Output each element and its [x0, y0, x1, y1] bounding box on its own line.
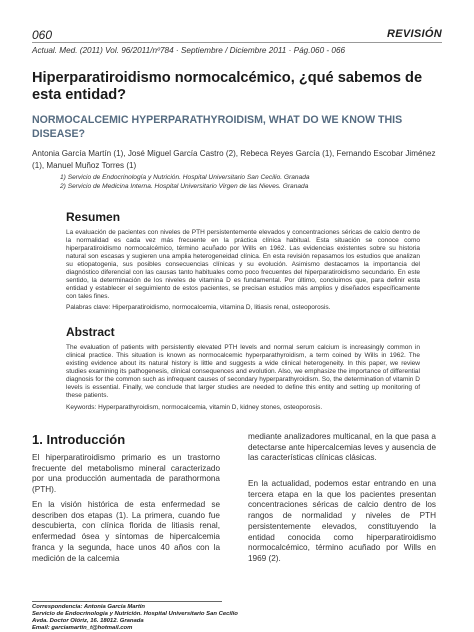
author-list: Antonia García Martín (1), José Miguel García Castro (2), Rebeca Reyes García (1), Fernando Escobar Jiménez (1), Manuel Muñoz Torres (1)	[32, 149, 436, 170]
intro-paragraph-2: En la visión histórica de esta enfermedad se describen dos etapas (1). La primera, cuando fue descubierta, con clínica florida de litiasis renal, enfermedad ósea y síntomas de hipercalcemia franca y la segunda, hace unos 40 años con la medición de la calcemia	[32, 500, 220, 563]
correspondence-address: Avda. Doctor Olóriz, 16. 18012. Granada	[32, 618, 144, 624]
intro-paragraph-4: En la actualidad, podemos estar entrando en una tercera etapa en la que los pacientes presentan concentraciones séricas de calcio dentro de los rangos de normalidad y niveles de PTH persistentemente elevados, constituyendo la entidad conocida como hiperparatiroidismo normocalcémico, término acuñado por Wills en 1969 (2).	[248, 479, 436, 563]
resumen-text: La evaluación de pacientes con niveles de PTH persistentemente elevados y concentraciones séricas de calcio dentro de la normalidad es cada vez más frecuente en la práctica clínica habitual. Esta situación se conoce como hiperparatiroidismo normocalcémico, término acuñado por Wills en 1962. Las evidencias existentes sobre su historia natural son escasas y sugieren una amplia heterogeneidad clínica. En esta revisión repasamos los estudios que analizan su etiopatogenia, sus posibles consecuencias clínicas y su evolución. Asimismo destacamos la importancia del diagnóstico diferencial con las causas tanto habituales como poco frecuentes del hiperparatiroidismo secundario. En este sentido, la determinación de los niveles de vitamina D es fundamental. Por último, concluimos que, para definir esta entidad y establecer el seguimiento de estos pacientes, se precisan estudios más amplios y diseñados específicamente con tales fines.	[66, 229, 420, 301]
journal-citation: Actual. Med. (2011) Vol. 96/2011/nº784 · Septiembre / Diciembre 2011 · Pág.060 - 066	[32, 46, 346, 55]
correspondence-block	[32, 604, 292, 632]
intro-paragraph-3: mediante analizadores multicanal, en la que pasa a detectarse ante hipercalcemias leves y ausencia de las características clínicas clásicas.	[248, 432, 436, 463]
correspondence-name: Correspondencia: Antonia García Martín	[32, 604, 146, 610]
header-rule	[32, 42, 442, 43]
affiliations	[60, 174, 444, 191]
correspondence-department: Servicio de Endocrinología y Nutrición. Hospital Universitario San Cecilio	[32, 611, 238, 617]
resumen-keywords: Palabras clave: Hiperparatiroidismo, normocalcemia, vitamina D, litiasis renal, osteoporosis.	[66, 304, 331, 311]
resumen-heading: Resumen	[66, 210, 121, 224]
footnote-rule	[32, 601, 222, 602]
correspondence-email: Email: garciamartin_t@hotmail.com	[32, 625, 133, 631]
abstract-heading: Abstract	[66, 325, 115, 339]
section-label: REVISIÓN	[387, 28, 442, 40]
affiliation-1: 1) Servicio de Endocrinología y Nutrición. Hospital Universitario San Cecilio. Granada	[60, 174, 310, 181]
abstract-keywords: Keywords: Hyperparathyroidism, normocalcemia, vitamin D, kidney stones, osteoporosis.	[66, 404, 323, 411]
abstract-text: The evaluation of patients with persistently elevated PTH levels and normal serum calcium is increasingly common in clinical practice. This situation is known as normocalcemic hyperparathyroidism, a term coined by Wills in 1962. The existing evidence about its natural history is little and suggests a wide clinical heterogeneity. In this paper, we review studies examining its pathogenesis, clinical consequences and evolution. Also, we emphasize the importance of differential diagnosis for the common such as infrequent causes of secondary hyperparathyroidism. So, the determination of vitamin D levels is essential. Finally, we conclude that larger studies are needed to define this entity and setting up monitoring of these patients.	[66, 344, 420, 400]
introduction-heading: 1. Introducción	[32, 432, 126, 447]
page-number: 060	[32, 28, 53, 42]
article-title-spanish: Hiperparatiroidismo normocalcémico, ¿qué sabemos de esta entidad?	[32, 70, 423, 103]
article-title-english: NORMOCALCEMIC HYPERPARATHYROIDISM, WHAT DO WE KNOW THIS DISEASE?	[32, 114, 403, 140]
intro-paragraph-1: El hiperparatiroidismo primario es un trastorno frecuente del metabolismo mineral caracterizado por una producción aumentada de parathormona (PTH).	[32, 453, 220, 495]
affiliation-2: 2) Servicio de Medicina Interna. Hospital Universitario Virgen de las Nieves. Granada	[60, 182, 309, 190]
